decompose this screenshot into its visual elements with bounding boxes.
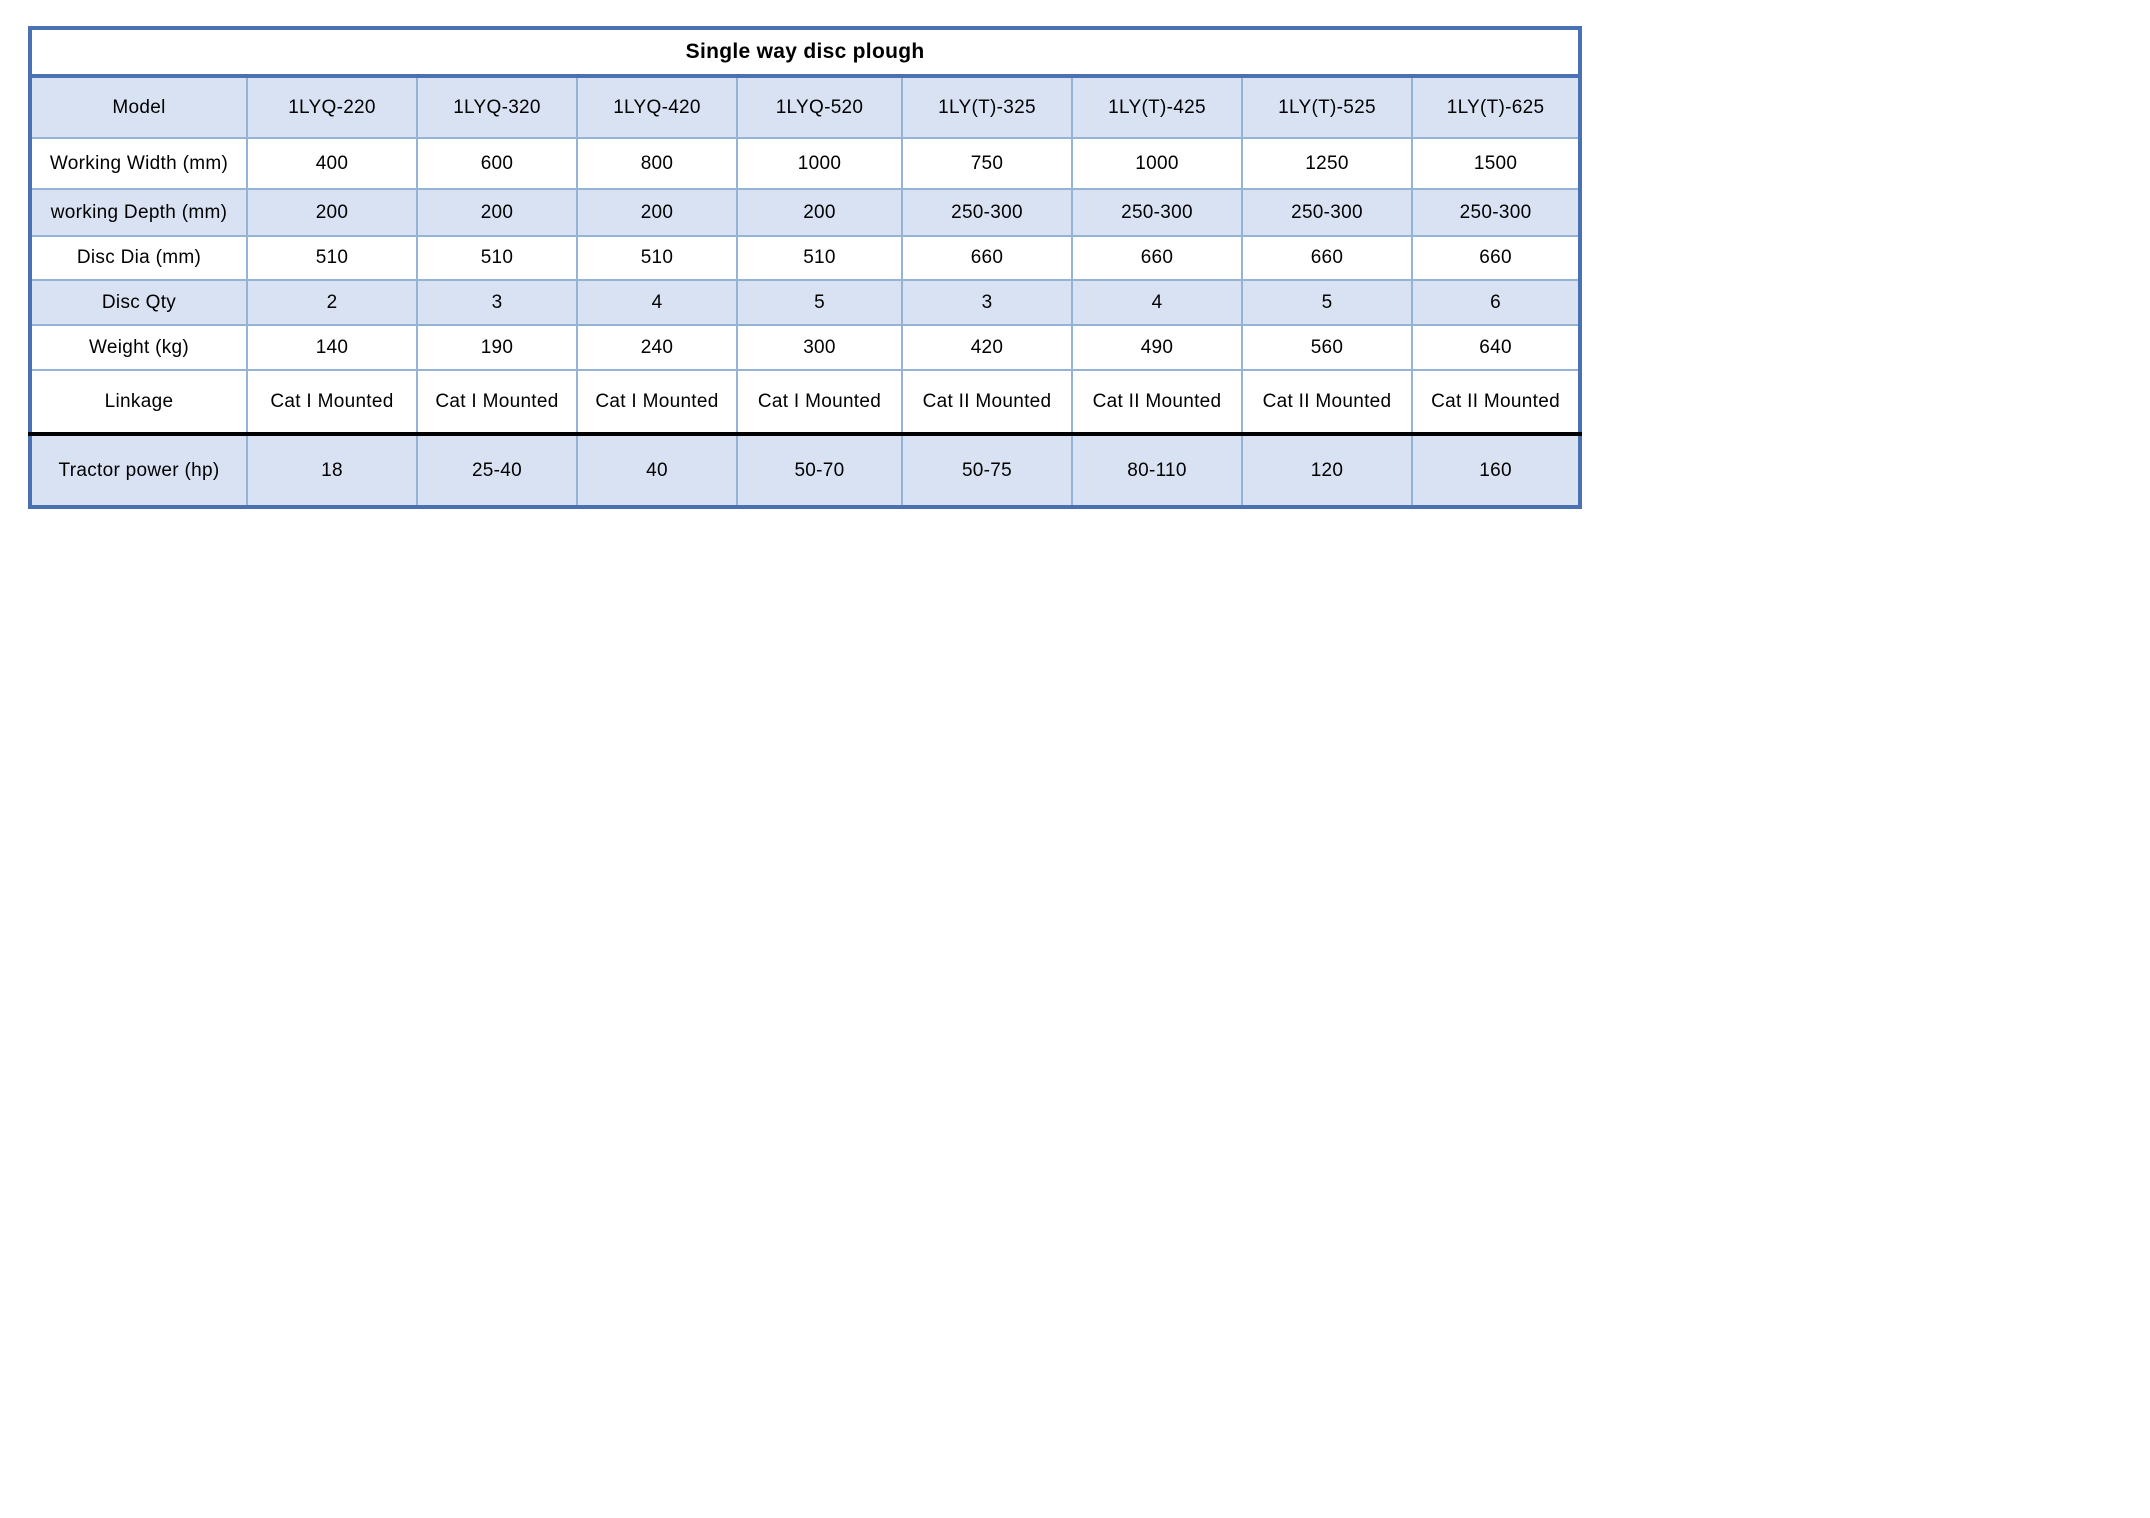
table-cell: 4 bbox=[577, 280, 737, 325]
column-header: 1LYQ-220 bbox=[247, 76, 417, 138]
table-cell: 25-40 bbox=[417, 434, 577, 507]
title-row bbox=[30, 28, 1580, 76]
table-cell: 3 bbox=[902, 280, 1072, 325]
table-cell: 250-300 bbox=[1072, 189, 1242, 236]
table-cell: 190 bbox=[417, 325, 577, 370]
column-header: 1LYQ-520 bbox=[737, 76, 902, 138]
table-cell: 200 bbox=[417, 189, 577, 236]
table-cell: 510 bbox=[577, 236, 737, 280]
row-label: Tractor power (hp) bbox=[30, 434, 247, 507]
table-cell: Cat II Mounted bbox=[1242, 370, 1412, 434]
table-body bbox=[30, 138, 1580, 507]
table-cell: 640 bbox=[1412, 325, 1580, 370]
table-cell: 1250 bbox=[1242, 138, 1412, 189]
table-cell: 250-300 bbox=[902, 189, 1072, 236]
column-header: 1LY(T)-625 bbox=[1412, 76, 1580, 138]
table-cell: Cat I Mounted bbox=[247, 370, 417, 434]
table-cell: 18 bbox=[247, 434, 417, 507]
table-cell: 660 bbox=[902, 236, 1072, 280]
column-header: 1LY(T)-525 bbox=[1242, 76, 1412, 138]
table-cell: 1500 bbox=[1412, 138, 1580, 189]
table-cell: 750 bbox=[902, 138, 1072, 189]
table-cell: 4 bbox=[1072, 280, 1242, 325]
header-row bbox=[30, 76, 1580, 138]
table-row bbox=[30, 434, 1580, 507]
table-cell: 510 bbox=[417, 236, 577, 280]
table-cell: 5 bbox=[737, 280, 902, 325]
column-header: 1LY(T)-425 bbox=[1072, 76, 1242, 138]
table-cell: 50-70 bbox=[737, 434, 902, 507]
spec-table-container bbox=[28, 26, 1582, 509]
table-cell: 200 bbox=[577, 189, 737, 236]
table-row bbox=[30, 189, 1580, 236]
table-cell: Cat I Mounted bbox=[737, 370, 902, 434]
table-cell: Cat I Mounted bbox=[577, 370, 737, 434]
table-cell: Cat II Mounted bbox=[1072, 370, 1242, 434]
table-cell: 80-110 bbox=[1072, 434, 1242, 507]
column-header: 1LYQ-420 bbox=[577, 76, 737, 138]
table-cell: 510 bbox=[737, 236, 902, 280]
row-label: Working Width (mm) bbox=[30, 138, 247, 189]
table-cell: Cat II Mounted bbox=[902, 370, 1072, 434]
table-cell: 300 bbox=[737, 325, 902, 370]
table-cell: Cat I Mounted bbox=[417, 370, 577, 434]
table-row bbox=[30, 325, 1580, 370]
table-cell: 1000 bbox=[737, 138, 902, 189]
table-cell: 1000 bbox=[1072, 138, 1242, 189]
table-cell: 240 bbox=[577, 325, 737, 370]
table-cell: 420 bbox=[902, 325, 1072, 370]
row-label: Weight (kg) bbox=[30, 325, 247, 370]
table-cell: 510 bbox=[247, 236, 417, 280]
table-cell: Cat II Mounted bbox=[1412, 370, 1580, 434]
table-cell: 600 bbox=[417, 138, 577, 189]
table-cell: 660 bbox=[1072, 236, 1242, 280]
table-cell: 400 bbox=[247, 138, 417, 189]
table-cell: 50-75 bbox=[902, 434, 1072, 507]
table-row bbox=[30, 280, 1580, 325]
table-cell: 2 bbox=[247, 280, 417, 325]
table-cell: 200 bbox=[247, 189, 417, 236]
table-cell: 250-300 bbox=[1412, 189, 1580, 236]
table-head bbox=[30, 28, 1580, 138]
row-label: Linkage bbox=[30, 370, 247, 434]
table-cell: 560 bbox=[1242, 325, 1412, 370]
table-cell: 40 bbox=[577, 434, 737, 507]
table-cell: 490 bbox=[1072, 325, 1242, 370]
table-cell: 800 bbox=[577, 138, 737, 189]
column-header: 1LY(T)-325 bbox=[902, 76, 1072, 138]
table-cell: 250-300 bbox=[1242, 189, 1412, 236]
row-label: working Depth (mm) bbox=[30, 189, 247, 236]
table-cell: 6 bbox=[1412, 280, 1580, 325]
table-cell: 160 bbox=[1412, 434, 1580, 507]
table-row bbox=[30, 236, 1580, 280]
table-cell: 5 bbox=[1242, 280, 1412, 325]
row-label: Disc Qty bbox=[30, 280, 247, 325]
table-row bbox=[30, 138, 1580, 189]
table-row bbox=[30, 370, 1580, 434]
table-cell: 200 bbox=[737, 189, 902, 236]
disc-plough-spec-table bbox=[28, 26, 1582, 509]
table-cell: 660 bbox=[1242, 236, 1412, 280]
table-cell: 140 bbox=[247, 325, 417, 370]
table-cell: 120 bbox=[1242, 434, 1412, 507]
column-header-model: Model bbox=[30, 76, 247, 138]
row-label: Disc Dia (mm) bbox=[30, 236, 247, 280]
table-cell: 660 bbox=[1412, 236, 1580, 280]
column-header: 1LYQ-320 bbox=[417, 76, 577, 138]
table-cell: 3 bbox=[417, 280, 577, 325]
table-title: Single way disc plough bbox=[30, 28, 1580, 76]
